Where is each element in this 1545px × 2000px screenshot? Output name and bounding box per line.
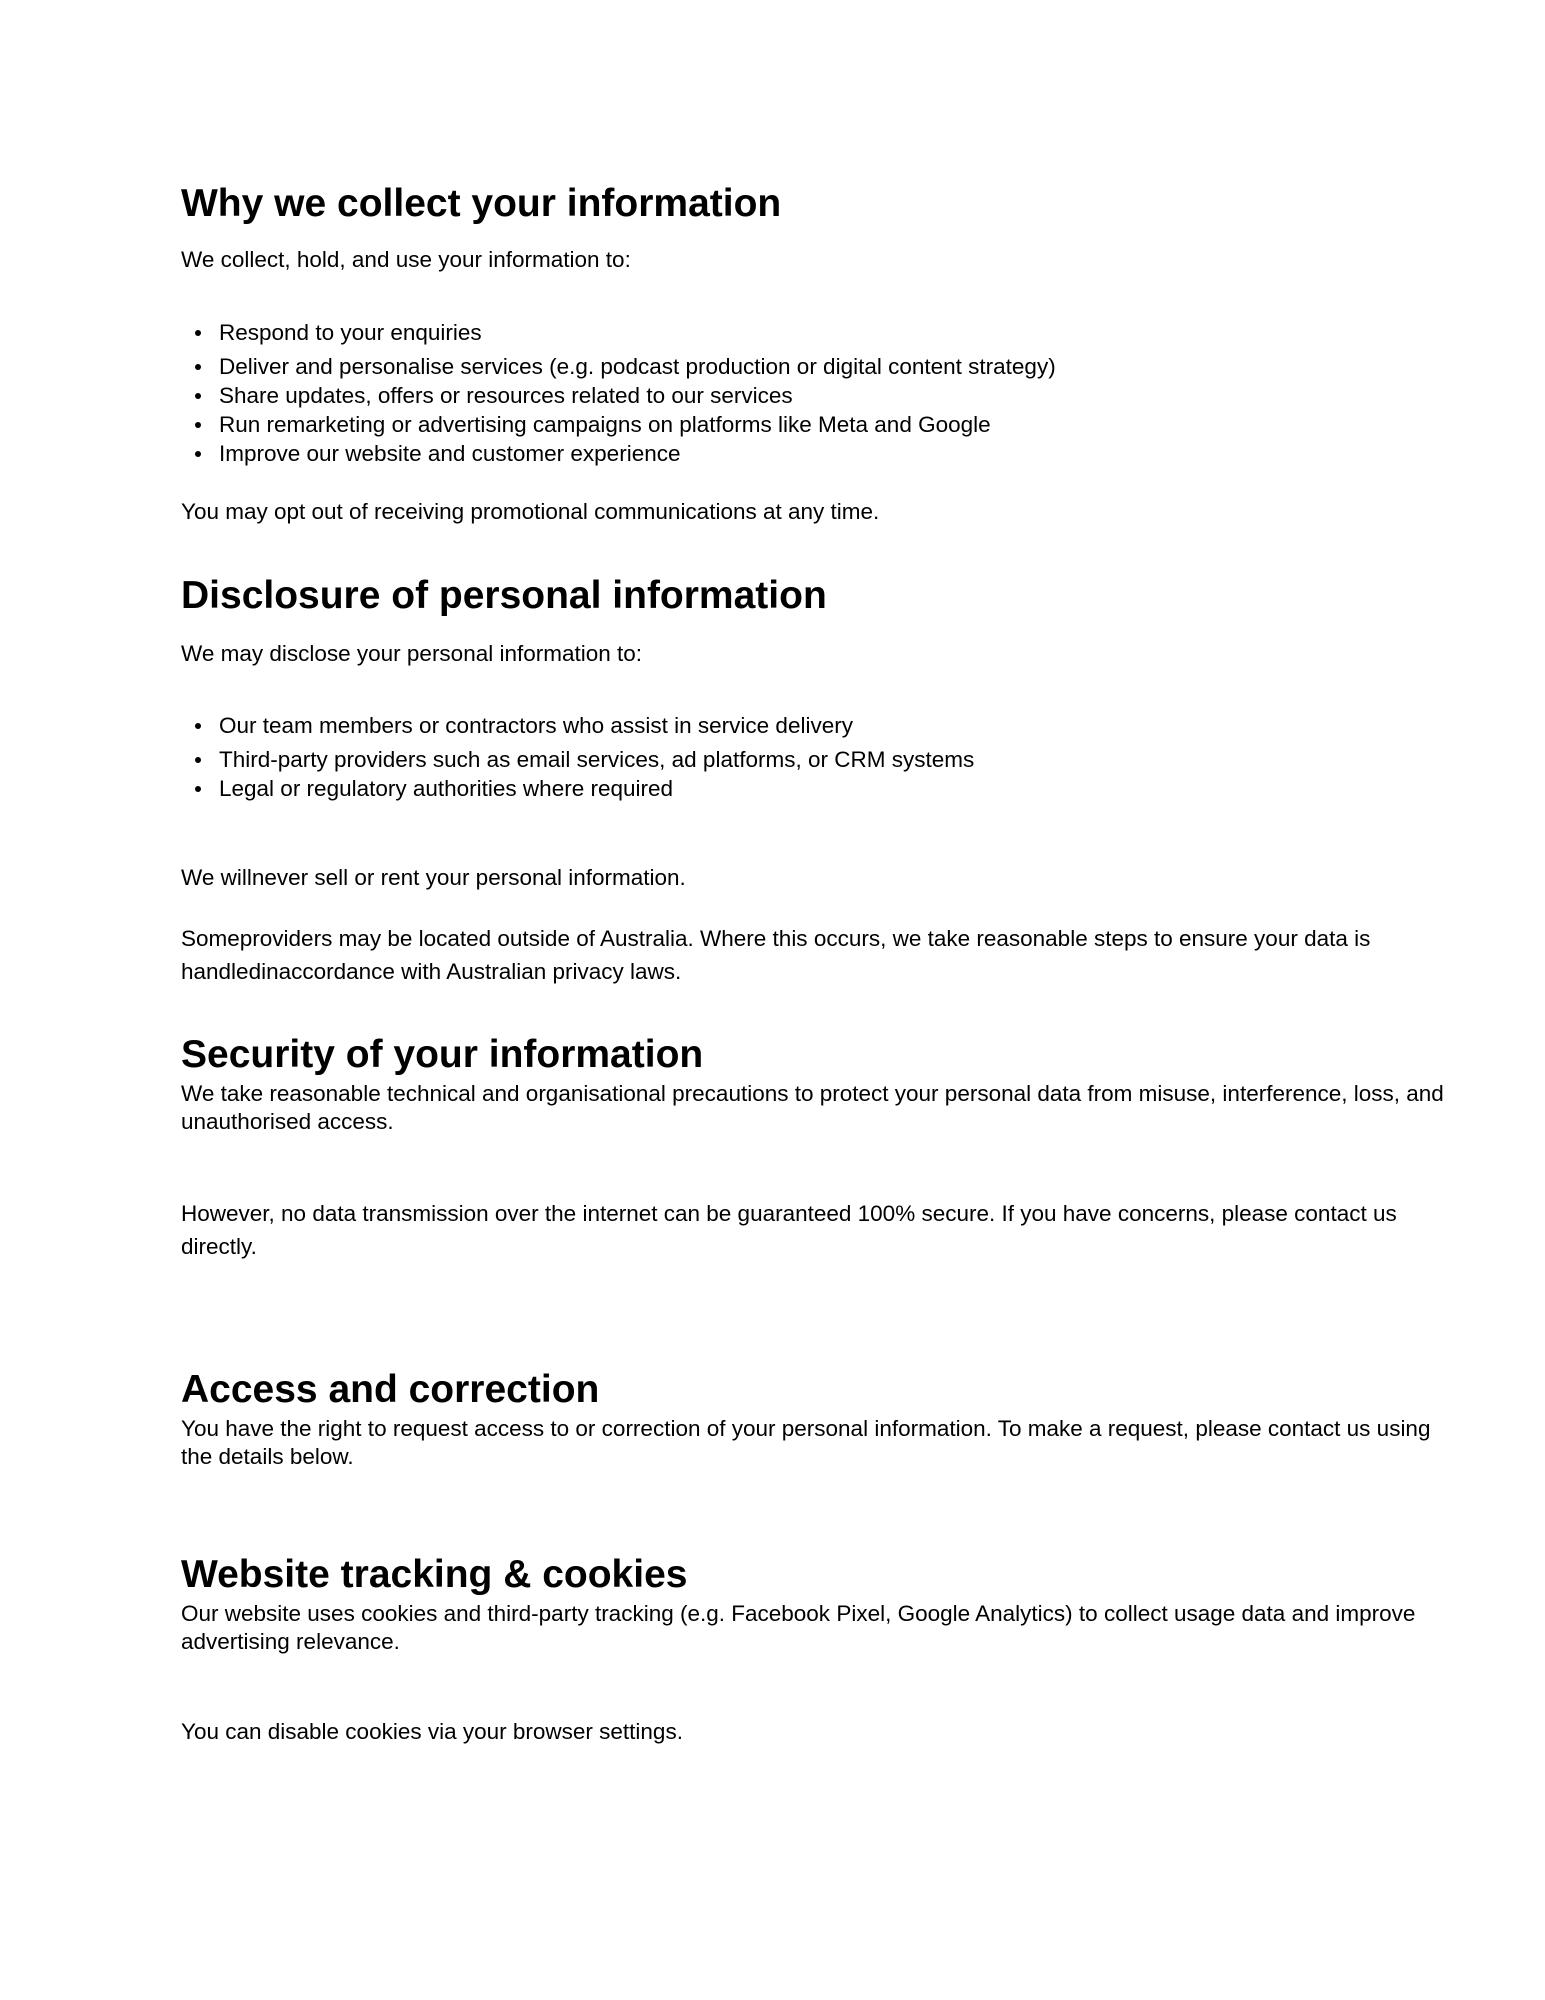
list-item: Our team members or contractors who assist in service delivery — [181, 711, 974, 745]
never-sell-paragraph: We willnever sell or rent your personal information. — [181, 865, 686, 890]
collect-purposes-list — [181, 318, 1056, 468]
list-item: Run remarketing or advertising campaigns on platforms like Meta and Google — [181, 410, 1056, 439]
heading-security: Security of your information — [181, 1033, 704, 1076]
access-correction-paragraph: You have the right to request access to or correction of your personal information. To make a request, please contact us using the details below. — [181, 1416, 1431, 1469]
list-item: Legal or regulatory authorities where required — [181, 774, 974, 803]
bullet-icon — [195, 364, 201, 370]
heading-tracking-cookies: Website tracking & cookies — [181, 1553, 688, 1596]
opt-out-paragraph: You may opt out of receiving promotional communications at any time. — [181, 499, 880, 524]
list-item: Deliver and personalise services (e.g. podcast production or digital content strategy) — [181, 352, 1056, 381]
disable-cookies-paragraph: You can disable cookies via your browser settings. — [181, 1719, 683, 1744]
bullet-icon — [195, 451, 201, 457]
disclosure-intro-paragraph: We may disclose your personal information to: — [181, 641, 643, 666]
security-disclaimer-paragraph: However, no data transmission over the internet can be guaranteed 100% secure. If you have concerns, please contact us directly. — [181, 1201, 1397, 1259]
heading-why-we-collect: Why we collect your information — [181, 182, 782, 225]
list-item: Share updates, offers or resources related to our services — [181, 381, 1056, 410]
collect-intro-paragraph: We collect, hold, and use your information to: — [181, 247, 631, 272]
security-precautions-paragraph: We take reasonable technical and organisational precautions to protect your personal data from misuse, interference, loss, and unauthorised access. — [181, 1081, 1444, 1134]
list-item: Third-party providers such as email services, ad platforms, or CRM systems — [181, 745, 974, 774]
list-item: Improve our website and customer experience — [181, 439, 1056, 468]
tracking-cookies-paragraph: Our website uses cookies and third-party tracking (e.g. Facebook Pixel, Google Analytics) to collect usage data and improve advertising relevance. — [181, 1601, 1416, 1654]
overseas-providers-paragraph: Someproviders may be located outside of Australia. Where this occurs, we take reasonable steps to ensure your data is handledinaccordance with Australian privacy laws. — [181, 926, 1371, 984]
bullet-icon — [195, 757, 201, 763]
heading-access-correction: Access and correction — [181, 1368, 600, 1411]
bullet-icon — [195, 786, 201, 792]
disclosure-recipients-list — [181, 711, 974, 803]
heading-disclosure: Disclosure of personal information — [181, 574, 827, 617]
bullet-icon — [195, 330, 201, 336]
bullet-icon — [195, 422, 201, 428]
bullet-icon — [195, 723, 201, 729]
bullet-icon — [195, 393, 201, 399]
list-item: Respond to your enquiries — [181, 318, 1056, 352]
